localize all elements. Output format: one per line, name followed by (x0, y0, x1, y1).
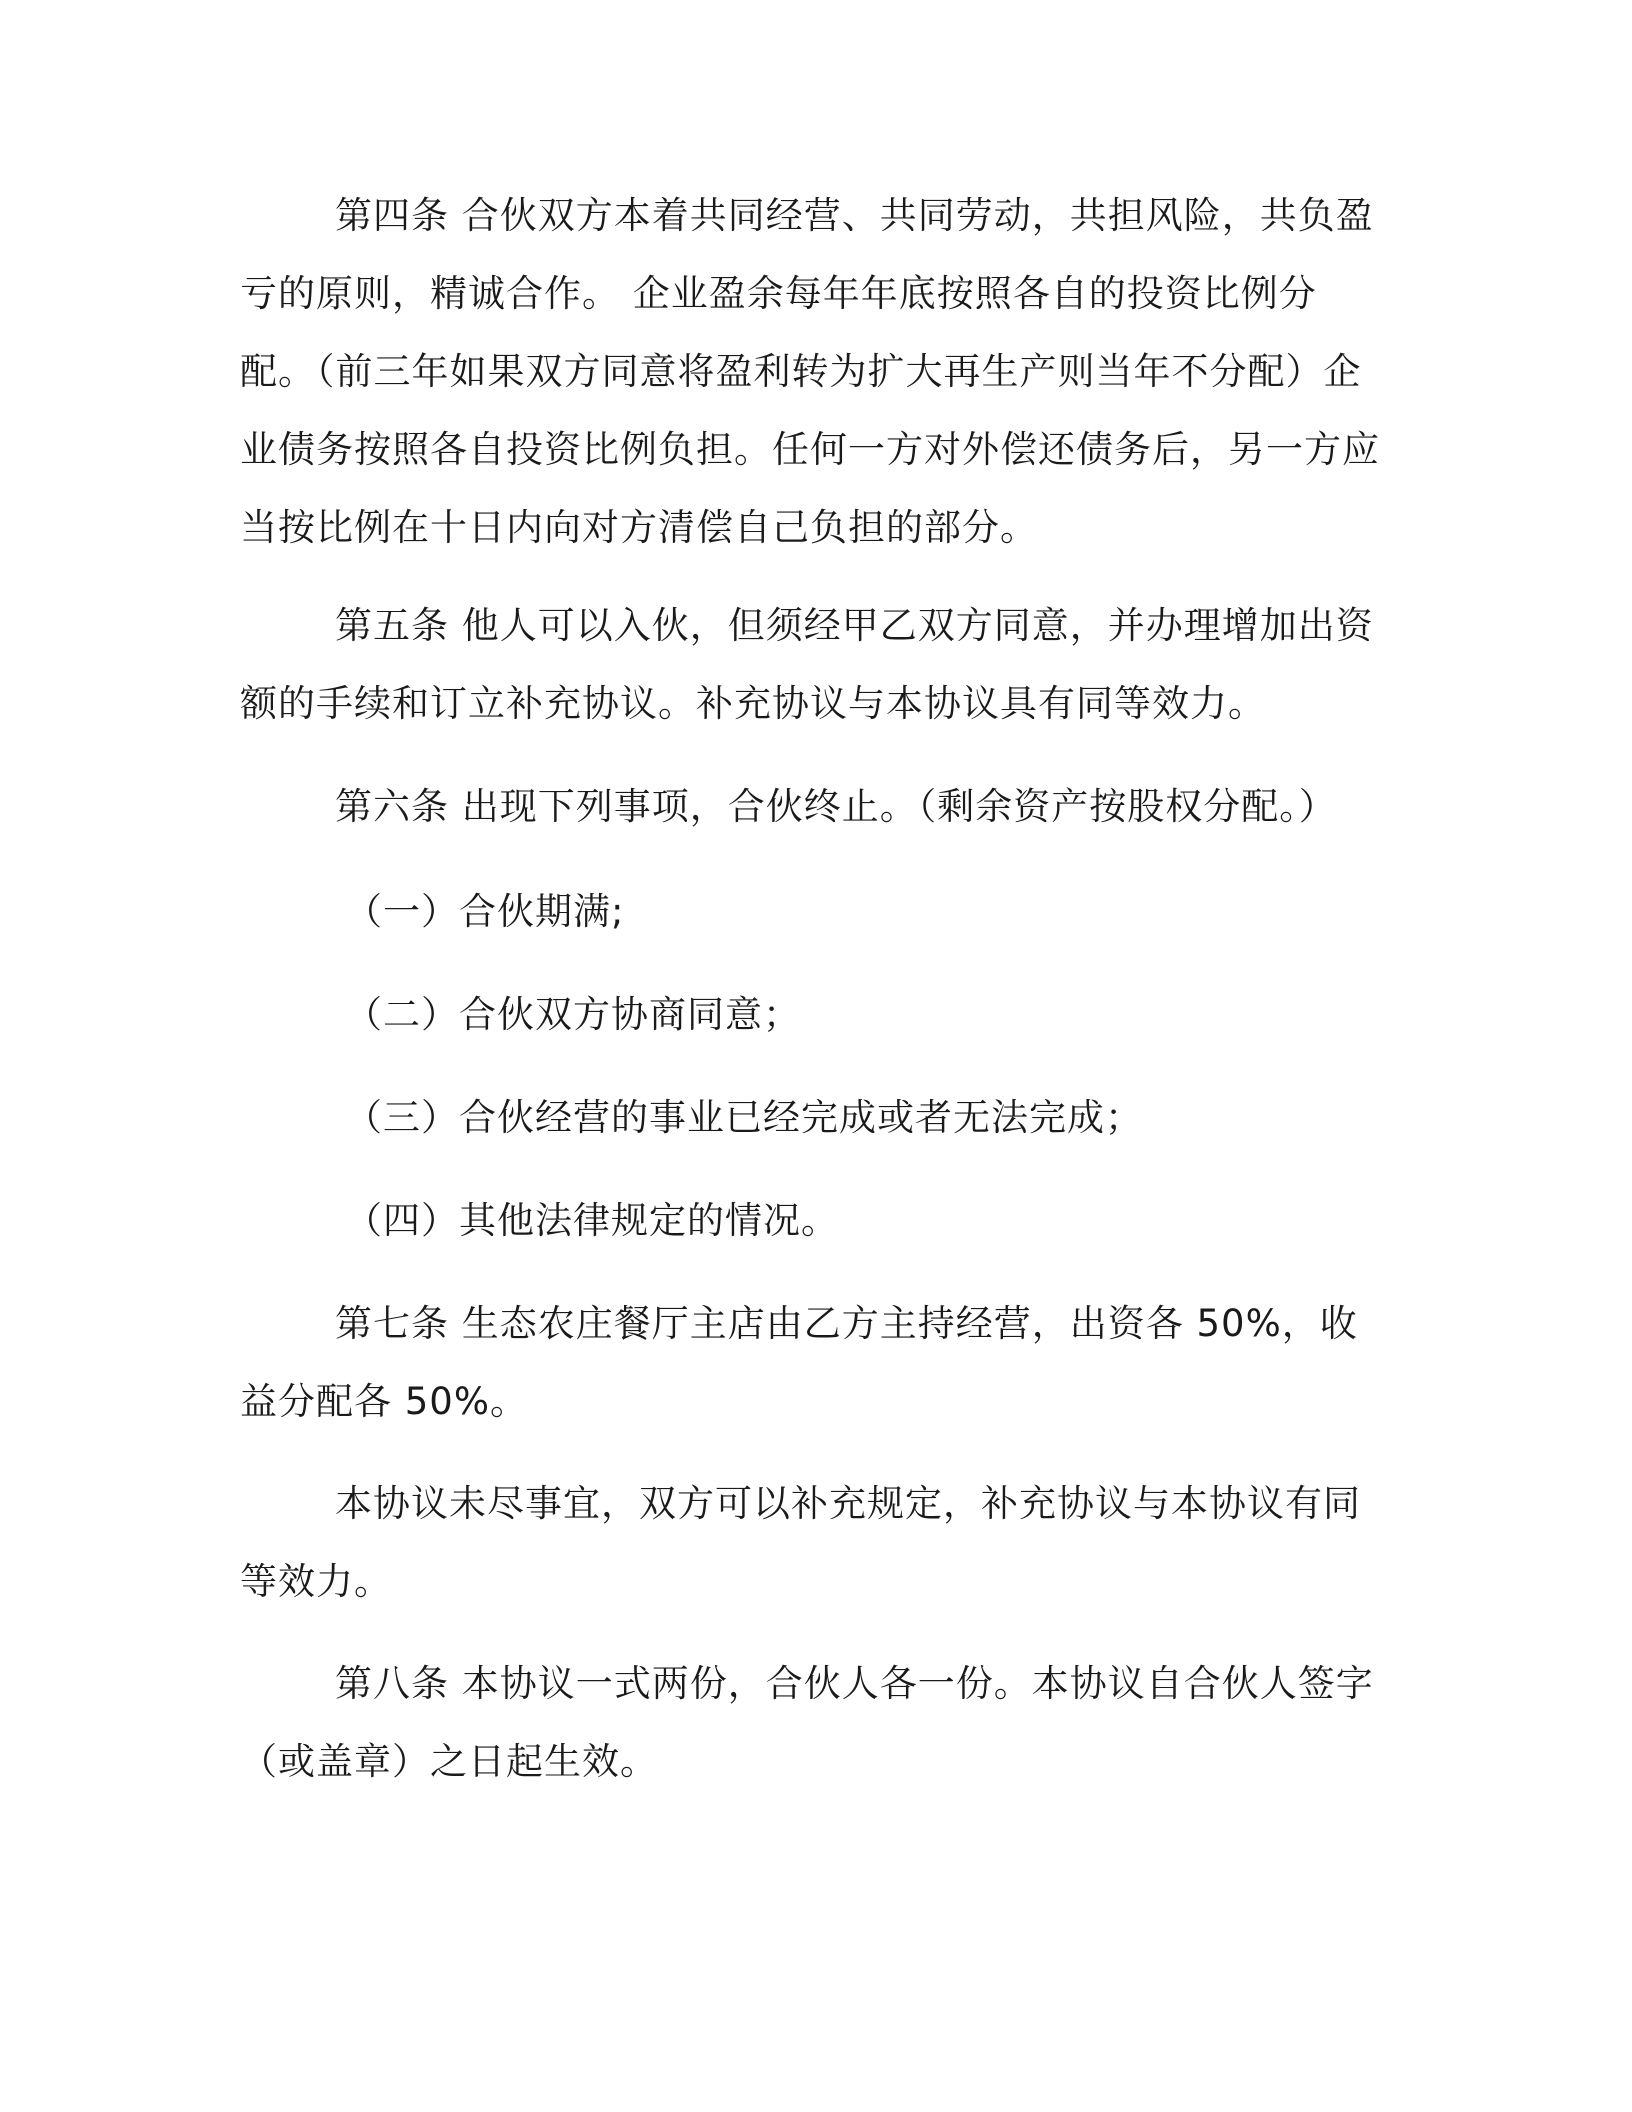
article-6-item-1: （一）合伙期满; (345, 890, 625, 933)
article-6-item-3: （三）合伙经营的事业已经完成或者无法完成； (345, 1096, 1143, 1139)
supplementary-clause-paragraph: 本协议未尽事宜，双方可以补充规定，补充协议与本协议有同等效力。 (240, 1482, 1361, 1603)
article-7-paragraph: 第七条 生态农庄餐厅主店由乙方主持经营，出资各 50%，收益分配各 50%。 (240, 1302, 1358, 1423)
article-6-paragraph: 第六条 出现下列事项，合伙终止。（剩余资产按股权分配。） (335, 785, 1337, 828)
article-5-paragraph: 第五条 他人可以入伙，但须经甲乙双方同意，并办理增加出资额的手续和订立补充协议。补充协议与本协议具有同等效力。 (240, 604, 1374, 725)
article-4-paragraph: 第四条 合伙双方本着共同经营、共同劳动，共担风险，共负盈亏的原则，精诚合作。 企业盈余每年年底按照各自的投资比例分配。（前三年如果双方同意将盈利转为扩大再生产则当年不分配）企业债务按照各自投资比例负担。任何一方对外偿还债务后，另一方应当按比例在十日内向对方清偿自己负担的部分。 (240, 194, 1380, 549)
article-6-item-4: （四）其他法律规定的情况。 (345, 1199, 839, 1242)
article-8-paragraph: 第八条 本协议一式两份，合伙人各一份。本协议自合伙人签字（或盖章）之日起生效。 (240, 1662, 1374, 1783)
article-6-item-2: （二）合伙双方协商同意； (345, 993, 801, 1036)
